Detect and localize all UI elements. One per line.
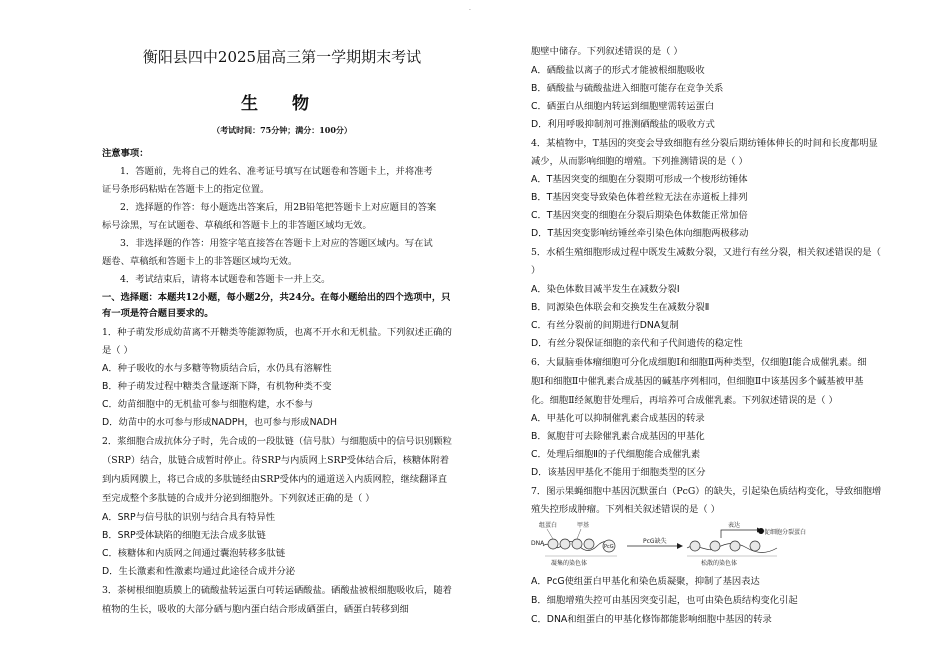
question-line: 胞壁中储存。下列叙述错误的是（ ） [531,46,683,57]
question-line: 植物的生长，吸收的大部分硒与胞内蛋白结合形成硒蛋白，硒蛋白转移到细 [102,604,409,615]
question-line: ） [531,265,541,276]
option-line: D．该基因甲基化不能用于细胞类型的区分 [531,467,706,478]
option-line: B．种子萌发过程中糖类含量逐渐下降，有机物种类不变 [102,381,332,392]
exam-info: （考试时间：75分钟；满分：100分） [212,125,352,135]
label-pcg: PcG [604,544,614,550]
question-line: 7．图示果蝇细胞中基因沉默蛋白（PcG）的缺失，引起染色质结构变化，导致细胞增 [531,486,882,497]
top-mark: . [469,5,471,12]
notes-heading: 注意事项： [102,148,149,159]
question-line: 殖失控形成肿瘤。下列相关叙述错误的是（ ） [531,504,720,515]
note-line: 1．答题前，先将自己的姓名、准考证号填写在试题卷和答题卡上，并将准考 [120,166,433,177]
note-line: 标号涂黑，写在试题卷、草稿纸和答题卡上的非答题区域均无效。 [102,220,372,231]
label-loose: 松散的染色体 [701,560,738,567]
option-line: B．硒酸盐与硫酸盐进入细胞可能存在竞争关系 [531,83,724,94]
question-line: 至完成整个多肽链的合成并分泌到细胞外。下列叙述正确的是（ ） [102,493,375,504]
option-line: D．生长激素和性激素均通过此途径合成并分泌 [102,566,296,577]
question-line: 是（ ） [102,345,133,356]
label-dna: DNA [531,540,545,547]
question-line: 减少，从而影响细胞的增殖。下列推测错误的是（ ） [531,156,748,167]
option-line: B．氮胞苷可去除催乳素合成基因的甲基化 [531,431,705,442]
note-line: 2．选择题的作答：每小题选出答案后，用2B铅笔把答题卡上对应题目的答案 [120,202,437,213]
option-line: C．有丝分裂前的间期进行DNA复制 [531,320,679,331]
note-line: 3．非选择题的作答：用签字笔直接答在答题卡上对应的答题区域内。写在试 [120,238,433,249]
option-line: B．同源染色体联会和交换发生在减数分裂Ⅱ [531,302,710,313]
option-line: A．硒酸盐以离子的形式才能被根细胞吸收 [531,65,705,76]
option-line: A．T基因突变的细胞在分裂期可形成一个梭形纺锤体 [531,174,748,185]
note-line: 证号条形码粘贴在答题卡上的指定位置。 [102,184,270,195]
option-line: C．DNA和组蛋白的甲基化修饰都能影响细胞中基因的转录 [531,614,772,625]
exam-title: 衡阳县四中2025届高三第一学期期末考试 [142,48,422,66]
option-line: D．有丝分裂保证细胞的亲代和子代间遗传的稳定性 [531,338,743,349]
label-express: 表达 [728,522,741,529]
option-line: B．T基因突变导致染色体着丝粒无法在赤道板上排列 [531,192,748,203]
question-line: 5．水稻生殖细胞形成过程中既发生减数分裂，又进行有丝分裂，相关叙述错误的是（ [531,247,881,258]
option-line: C．T基因突变的细胞在分裂后期染色体数能正常加倍 [531,210,748,221]
option-line: D．幼苗中的水可参与形成NADPH，也可参与形成NADH [102,417,338,428]
label-methyl: 甲基 [577,522,590,529]
question-line: （SRP）结合，肽链合成暂时停止。待SRP与内质网上SRP受体结合后，核糖体附着 [102,455,450,466]
option-line: B．SRP受体缺陷的细胞无法合成多肽链 [102,530,266,541]
question-line: 1．种子萌发形成幼苗离不开糖类等能源物质，也离不开水和无机盐。下列叙述正确的 [102,327,452,338]
question-line: 胞Ⅰ和细胞Ⅱ中催乳素合成基因的碱基序列相同，但细胞Ⅱ中该基因多个碱基被甲基 [531,376,864,387]
question-line: 2．浆细胞合成抗体分子时，先合成的一段肽链（信号肽）与细胞质中的信号识别颗粒 [102,436,452,447]
label-promote: 促细胞分裂蛋白 [764,529,807,536]
option-line: C．硒蛋白从细胞内转运到细胞壁需转运蛋白 [531,101,715,112]
question-line: 6．大鼠脑垂体瘤细胞可分化成细胞Ⅰ和细胞Ⅱ两种类型，仅细胞Ⅰ能合成催乳素。细 [531,357,867,368]
option-line: C．幼苗细胞中的无机盐可参与细胞构建，水不参与 [102,399,314,410]
option-line: A．PcG使组蛋白甲基化和染色质凝聚，抑制了基因表达 [531,576,760,587]
note-line: 4．考试结束后，请将本试题卷和答题卡一并上交。 [120,274,331,285]
note-line: 题卷、草稿纸和答题卡上的非答题区域均无效。 [102,256,298,267]
option-line: D．T基因突变影响纺锤丝牵引染色体向细胞两极移动 [531,228,749,239]
question-line: 4．某植物中，T基因的突变会导致细胞有丝分裂后期纺锤体伸长的时间和长度都明显 [531,138,878,149]
protein-dot [758,528,764,534]
option-line: B．细胞增殖失控可由基因突变引起，也可由染色质结构变化引起 [531,595,798,606]
option-line: A．甲基化可以抑制催乳素合成基因的转录 [531,413,705,424]
question-line: 3．茶树根细胞质膜上的硫酸盐转运蛋白可转运硒酸盐。硒酸盐被根细胞吸收后，随着 [102,585,452,596]
label-pcg-loss: PcG缺失 [643,538,667,545]
option-line: C．处理后细胞Ⅱ的子代细胞能合成催乳素 [531,449,701,460]
section-heading: 有一项是符合题目要求的。 [102,308,214,319]
option-line: C．核糖体和内质网之间通过囊泡转移多肽链 [102,548,286,559]
label-histone: 组蛋白 [539,522,558,529]
option-line: D．利用呼吸抑制剂可推测硒酸盐的吸收方式 [531,119,715,130]
subject-title: 生 物 [241,94,323,114]
question-line: 化。细胞Ⅱ经氮胞苷处理后，再培养可合成催乳素。下列叙述错误的是（ ） [531,395,838,406]
option-line: A．种子吸收的水与多糖等物质结合后，水仍具有溶解性 [102,363,332,374]
question-line: 到内质网膜上，将已合成的多肽链经由SRP受体内的通道送入内质网腔，继续翻译直 [102,474,448,485]
option-line: A．染色体数目减半发生在减数分裂Ⅰ [531,284,680,295]
chromatin-diagram [531,518,901,570]
label-condensed: 凝集的染色体 [551,560,588,567]
option-line: A．SRP与信号肽的识别与结合具有特异性 [102,512,276,523]
section-heading: 一、选择题：本题共12小题，每小题2分，共24分。在每小题给出的四个选项中，只 [102,292,451,303]
